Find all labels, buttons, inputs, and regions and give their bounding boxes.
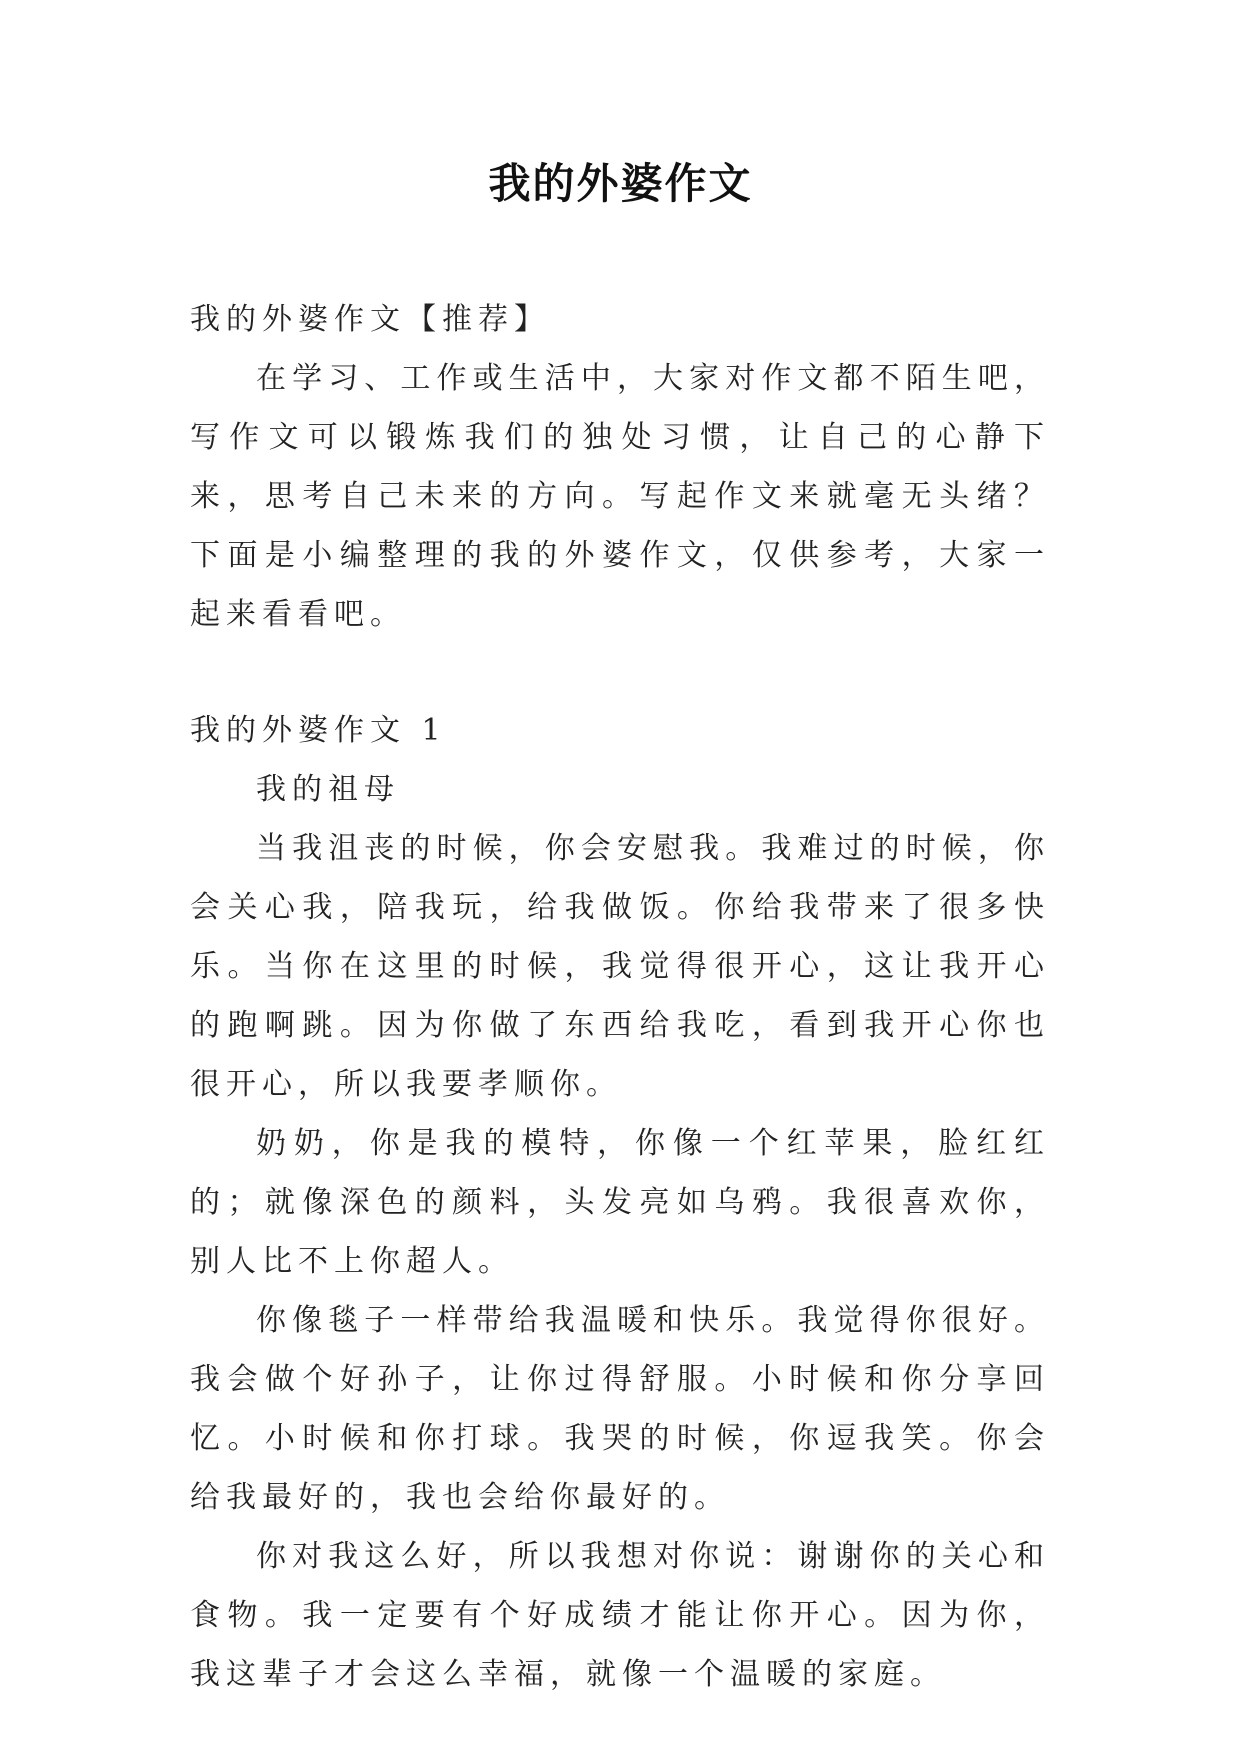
essay-1-subtitle: 我的祖母 (256, 772, 400, 807)
essay-1-heading: 我的外婆作文 1 (190, 713, 447, 748)
document-body (190, 290, 1050, 1704)
intro-paragraph: 在学习、工作或生活中，大家对作文都不陌生吧，写作文可以锻炼我们的独处习惯，让自己的心静下来，思考自己未来的方向。写起作文来就毫无头绪？下面是小编整理的我的外婆作文，仅供参考，大家一起来看看吧。 (190, 361, 1050, 632)
essay-1-paragraph: 你对我这么好，所以我想对你说：谢谢你的关心和食物。我一定要有个好成绩才能让你开心。因为你，我这辈子才会这么幸福，就像一个温暖的家庭。 (190, 1539, 1050, 1692)
document-title: 我的外婆作文 (488, 159, 753, 208)
essay-1-paragraph: 当我沮丧的时候，你会安慰我。我难过的时候，你会关心我，陪我玩，给我做饭。你给我带来了很多快乐。当你在这里的时候，我觉得很开心，这让我开心的跑啊跳。因为你做了东西给我吃，看到我开心你也很开心，所以我要孝顺你。 (190, 831, 1050, 1102)
essay-1-paragraph: 奶奶，你是我的模特，你像一个红苹果，脸红红的；就像深色的颜料，头发亮如乌鸦。我很喜欢你，别人比不上你超人。 (190, 1126, 1050, 1279)
essay-1-paragraph: 你像毯子一样带给我温暖和快乐。我觉得你很好。我会做个好孙子，让你过得舒服。小时候和你分享回忆。小时候和你打球。我哭的时候，你逗我笑。你会给我最好的，我也会给你最好的。 (190, 1303, 1050, 1515)
intro-heading: 我的外婆作文【推荐】 (190, 302, 550, 337)
